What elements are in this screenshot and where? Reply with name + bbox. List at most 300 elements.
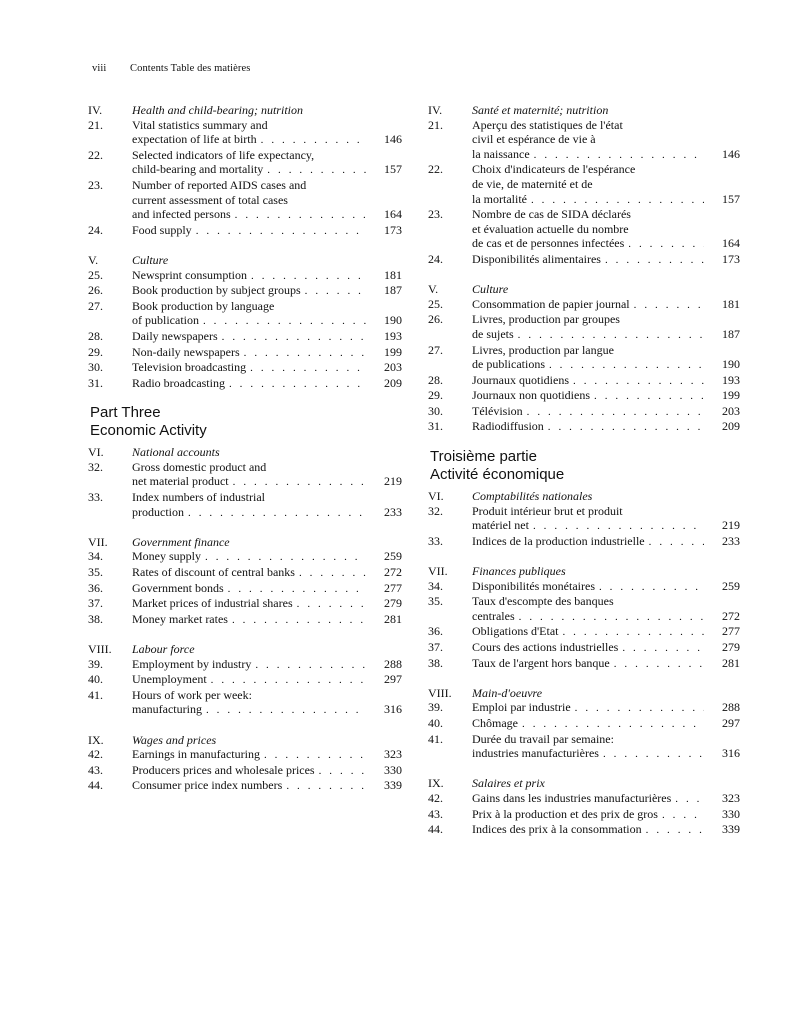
- entry-body: [132, 763, 402, 779]
- entry-body: [472, 716, 740, 732]
- toc-entry: [88, 376, 402, 392]
- running-title: Contents Table des matières: [130, 63, 251, 74]
- toc-entry: [88, 223, 402, 239]
- entry-body: [472, 504, 740, 534]
- entry-title-line: Unemployment: [132, 672, 207, 687]
- toc-groups: [88, 445, 402, 794]
- section-heading: [428, 282, 740, 297]
- entry-title-line: Emploi par industrie: [472, 700, 571, 715]
- entry-number: 41.: [88, 687, 103, 702]
- toc-section: [428, 686, 740, 762]
- entry-number: 21.: [428, 117, 443, 132]
- entry-title-line: child-bearing and mortality: [132, 162, 264, 177]
- toc-section: [428, 776, 740, 837]
- dot-leader: [575, 701, 704, 716]
- toc-entry: [428, 579, 740, 595]
- entry-number: 44.: [428, 822, 443, 837]
- entry-body: [472, 404, 740, 420]
- dot-leader: [534, 148, 704, 163]
- entry-title-line: current assessment of total cases: [132, 192, 288, 207]
- toc-entry: [88, 329, 402, 345]
- entry-number: 29.: [428, 388, 443, 403]
- dot-leader: [264, 748, 366, 763]
- toc-entry: [88, 763, 402, 779]
- entry-title-last-line: [472, 357, 740, 373]
- toc-entry: [428, 419, 740, 435]
- entry-title-last-line: [132, 132, 402, 148]
- entry-title-line: Index numbers of industrial: [132, 490, 265, 505]
- section-heading: [88, 445, 402, 460]
- entry-title-last-line: [472, 419, 740, 435]
- entry-number: 35.: [88, 565, 103, 580]
- entry-title-line: Vital statistics summary and: [132, 117, 268, 132]
- section-title: Government finance: [132, 534, 230, 549]
- entry-title-line: of publication: [132, 313, 199, 328]
- entry-body: [132, 581, 402, 597]
- page-reference: 173: [384, 222, 402, 237]
- entry-title-line: Indices de la production industrielle: [472, 533, 645, 548]
- entry-title-line: Disponibilités alimentaires: [472, 251, 601, 266]
- entry-body: [132, 549, 402, 565]
- toc-entry: [428, 297, 740, 313]
- entry-body: [132, 345, 402, 361]
- entry-title-last-line: [472, 656, 740, 672]
- section-number: VII.: [428, 564, 448, 579]
- toc-entry: [88, 657, 402, 673]
- entry-title-line: la naissance: [472, 146, 530, 161]
- entry-title-last-line: [132, 345, 402, 361]
- running-header: [92, 63, 250, 74]
- entry-number: 31.: [428, 419, 443, 434]
- entry-title-line: Hours of work per week:: [132, 687, 252, 702]
- entry-title-line: Food supply: [132, 222, 192, 237]
- toc-section: [88, 733, 402, 794]
- entry-body: [472, 252, 740, 268]
- toc-section: [88, 642, 402, 718]
- entry-title-last-line: [132, 549, 402, 565]
- dot-leader: [562, 625, 704, 640]
- part-heading-line2: Economic Activity: [90, 421, 207, 439]
- toc-entry: [88, 118, 402, 148]
- page-reference: 219: [384, 474, 402, 489]
- entry-body: [132, 565, 402, 581]
- section-heading: [88, 535, 402, 550]
- entry-title-line: Rates of discount of central banks: [132, 565, 295, 580]
- entry-title-line: net material product: [132, 474, 229, 489]
- section-title: Comptabilités nationales: [472, 489, 593, 504]
- page-reference: 297: [722, 715, 740, 730]
- entry-title-last-line: [132, 223, 402, 239]
- entry-title-line: Radio broadcasting: [132, 375, 225, 390]
- entry-title-line: Producers prices and wholesale prices: [132, 762, 315, 777]
- entry-title-line: de cas et de personnes infectées: [472, 236, 625, 251]
- toc-entry: [428, 404, 740, 420]
- entry-number: 32.: [88, 459, 103, 474]
- entry-title-line: Obligations d'Etat: [472, 624, 559, 639]
- page-reference: 330: [384, 762, 402, 777]
- entry-title-line: production: [132, 504, 184, 519]
- page-reference: 187: [384, 283, 402, 298]
- toc-entry: [88, 581, 402, 597]
- page-reference: 297: [384, 672, 402, 687]
- toc-entry: [428, 343, 740, 373]
- entry-number: 27.: [428, 342, 443, 357]
- french-toc-column: [428, 103, 740, 838]
- toc-groups: [428, 103, 740, 435]
- dot-leader: [211, 673, 366, 688]
- toc-section: [88, 445, 402, 520]
- entry-number: 30.: [88, 360, 103, 375]
- entry-body: [132, 688, 402, 718]
- entry-number: 37.: [428, 640, 443, 654]
- toc-entry: [88, 747, 402, 763]
- toc-entry: [428, 207, 740, 252]
- entry-title-line: Consommation de papier journal: [472, 296, 630, 311]
- entry-number: 43.: [88, 762, 103, 777]
- dot-leader: [649, 535, 704, 550]
- toc-entry: [88, 688, 402, 718]
- entry-title-last-line: [132, 283, 402, 299]
- section-number: VIII.: [428, 685, 452, 700]
- toc-entry: [88, 299, 402, 329]
- entry-title-line: Earnings in manufacturing: [132, 747, 260, 762]
- entry-number: 22.: [88, 147, 103, 162]
- entry-body: [472, 162, 740, 207]
- toc-entry: [88, 778, 402, 794]
- entry-number: 40.: [428, 715, 443, 730]
- page-reference: 233: [384, 504, 402, 519]
- entry-body: [132, 596, 402, 612]
- entry-title-line: industries manufacturières: [472, 746, 599, 761]
- entry-title-last-line: [472, 192, 740, 208]
- dot-leader: [527, 405, 704, 420]
- toc-entry: [88, 672, 402, 688]
- entry-title-line: Chômage: [472, 715, 518, 730]
- section-title: Salaires et prix: [472, 776, 545, 791]
- toc-entry: [428, 118, 740, 163]
- entry-title-last-line: [132, 596, 402, 612]
- toc-section: [88, 253, 402, 391]
- page-reference: 164: [722, 236, 740, 251]
- dot-leader: [675, 792, 704, 807]
- page-reference: 219: [722, 518, 740, 533]
- page-reference: 277: [722, 624, 740, 639]
- entry-body: [132, 283, 402, 299]
- entry-title-last-line: [132, 313, 402, 329]
- dot-leader: [518, 328, 704, 343]
- entry-number: 38.: [88, 611, 103, 626]
- entry-title-line: Prix à la production et des prix de gros: [472, 806, 658, 821]
- entry-body: [472, 297, 740, 313]
- entry-title-last-line: [132, 505, 402, 521]
- entry-body: [472, 822, 740, 838]
- entry-title-last-line: [472, 147, 740, 163]
- entry-title-last-line: [472, 624, 740, 640]
- dot-leader: [305, 284, 366, 299]
- entry-body: [132, 672, 402, 688]
- entry-body: [472, 594, 740, 624]
- dot-leader: [628, 237, 704, 252]
- dot-leader: [599, 580, 704, 595]
- entry-title-last-line: [472, 518, 740, 534]
- entry-title-line: Government bonds: [132, 580, 224, 595]
- section-number: VI.: [88, 445, 104, 460]
- page-reference: 323: [384, 747, 402, 762]
- entry-title-line: Journaux non quotidiens: [472, 388, 590, 403]
- section-number: VI.: [428, 489, 444, 504]
- entry-number: 34.: [428, 578, 443, 593]
- toc-entry: [88, 268, 402, 284]
- page-reference: 323: [722, 790, 740, 805]
- entry-number: 26.: [88, 283, 103, 298]
- toc-entry: [428, 807, 740, 823]
- page-reference: 288: [384, 656, 402, 671]
- page-reference: 277: [384, 580, 402, 595]
- entry-title-line: Consumer price index numbers: [132, 778, 283, 793]
- part-heading-line2: Activité économique: [430, 465, 565, 483]
- entry-title-last-line: [472, 236, 740, 252]
- entry-title-line: Book production by language: [132, 298, 275, 313]
- toc-entry: [88, 612, 402, 628]
- section-number: IV.: [428, 103, 443, 117]
- entry-body: [472, 419, 740, 435]
- entry-number: 31.: [88, 375, 103, 390]
- entry-title-last-line: [132, 565, 402, 581]
- page-reference: 181: [722, 296, 740, 311]
- page-reference: 288: [722, 700, 740, 715]
- toc-entry: [88, 360, 402, 376]
- section-number: V.: [88, 252, 99, 267]
- toc-entry: [428, 504, 740, 534]
- entry-title-last-line: [132, 162, 402, 178]
- page-reference: 157: [384, 162, 402, 177]
- dot-leader: [261, 133, 366, 148]
- page-reference: 146: [384, 132, 402, 147]
- entry-title-last-line: [472, 404, 740, 420]
- toc-section: [428, 282, 740, 435]
- entry-number: 42.: [88, 747, 103, 762]
- entry-title-last-line: [472, 791, 740, 807]
- entry-title-line: Book production by subject groups: [132, 283, 301, 298]
- entry-title-last-line: [472, 609, 740, 625]
- part-heading: [430, 448, 740, 483]
- section-title: Culture: [132, 252, 169, 267]
- english-toc-column: [88, 103, 402, 794]
- dot-leader: [267, 163, 366, 178]
- entry-number: 24.: [88, 222, 103, 237]
- entry-body: [472, 388, 740, 404]
- entry-title-line: de vie, de maternité et de: [472, 176, 593, 191]
- entry-title-last-line: [472, 716, 740, 732]
- page-reference: 330: [722, 806, 740, 821]
- dot-leader: [206, 703, 366, 718]
- entry-title-line: Number of reported AIDS cases and: [132, 177, 307, 192]
- dot-leader: [614, 657, 704, 672]
- dot-leader: [634, 298, 704, 313]
- toc-section: [88, 535, 402, 628]
- toc-groups: [428, 489, 740, 838]
- entry-body: [132, 490, 402, 520]
- dot-leader: [196, 224, 366, 239]
- entry-title-line: Selected indicators of life expectancy,: [132, 147, 315, 162]
- entry-title-line: Télévision: [472, 403, 523, 418]
- entry-body: [472, 624, 740, 640]
- page-reference: 339: [722, 822, 740, 837]
- page-reference: 259: [384, 549, 402, 564]
- entry-body: [132, 268, 402, 284]
- entry-body: [472, 700, 740, 716]
- toc-entry: [428, 716, 740, 732]
- section-title: Finances publiques: [472, 564, 566, 579]
- entry-title-line: Livres, production par groupes: [472, 312, 620, 327]
- entry-number: 28.: [88, 328, 103, 343]
- entry-number: 25.: [88, 267, 103, 282]
- dot-leader: [531, 193, 704, 208]
- section-title: Wages and prices: [132, 732, 217, 747]
- entry-number: 33.: [428, 533, 443, 548]
- entry-body: [472, 791, 740, 807]
- entry-number: 28.: [428, 372, 443, 387]
- entry-body: [132, 657, 402, 673]
- entry-body: [132, 376, 402, 392]
- entry-body: [472, 807, 740, 823]
- entry-title-last-line: [472, 327, 740, 343]
- entry-body: [132, 118, 402, 148]
- entry-title-line: expectation of life at birth: [132, 132, 257, 147]
- entry-title-last-line: [132, 207, 402, 223]
- entry-title-line: Journaux quotidiens: [472, 372, 569, 387]
- toc-entry: [88, 460, 402, 490]
- entry-title-line: Aperçu des statistiques de l'état: [472, 117, 623, 132]
- section-heading: [88, 642, 402, 657]
- entry-number: 27.: [88, 298, 103, 313]
- toc-entry: [428, 700, 740, 716]
- entry-number: 40.: [88, 672, 103, 687]
- page-reference: 272: [722, 608, 740, 623]
- toc-entry: [88, 549, 402, 565]
- toc-entry: [428, 252, 740, 268]
- page-reference: 281: [384, 611, 402, 626]
- entry-number: 41.: [428, 731, 443, 746]
- entry-title-line: Market prices of industrial shares: [132, 596, 293, 611]
- dot-leader: [622, 641, 704, 656]
- dot-leader: [519, 610, 704, 625]
- section-number: V.: [428, 282, 439, 297]
- page-reference: 190: [384, 313, 402, 328]
- entry-body: [472, 534, 740, 550]
- entry-title-line: Newsprint consumption: [132, 267, 247, 282]
- page-reference: 233: [722, 533, 740, 548]
- dot-leader: [594, 389, 704, 404]
- entry-number: 44.: [88, 778, 103, 793]
- page-reference: 193: [722, 372, 740, 387]
- dot-leader: [646, 823, 704, 838]
- entry-number: 32.: [428, 503, 443, 518]
- entry-body: [472, 656, 740, 672]
- entry-title-last-line: [472, 640, 740, 656]
- entry-title-line: matériel net: [472, 518, 529, 533]
- entry-title-line: Taux d'escompte des banques: [472, 594, 614, 609]
- dot-leader: [319, 764, 366, 779]
- page-reference: 199: [384, 344, 402, 359]
- page-reference: 316: [384, 702, 402, 717]
- entry-title-line: Gains dans les industries manufacturières: [472, 790, 672, 805]
- entry-title-line: la mortalité: [472, 191, 527, 206]
- entry-title-line: and infected persons: [132, 207, 231, 222]
- page-reference: 279: [384, 596, 402, 611]
- entry-title-line: et évaluation actuelle du nombre: [472, 221, 629, 236]
- entry-number: 36.: [88, 580, 103, 595]
- section-heading: [88, 253, 402, 268]
- entry-title-last-line: [472, 807, 740, 823]
- entry-title-last-line: [472, 579, 740, 595]
- entry-title-last-line: [132, 376, 402, 392]
- entry-title-line: Taux de l'argent hors banque: [472, 655, 610, 670]
- entry-body: [132, 329, 402, 345]
- dot-leader: [662, 808, 704, 823]
- entry-title-line: de publications: [472, 357, 545, 372]
- entry-number: 22.: [428, 162, 443, 177]
- toc-entry: [88, 148, 402, 178]
- dot-leader: [548, 420, 704, 435]
- entry-number: 38.: [428, 655, 443, 670]
- section-heading: [428, 103, 740, 118]
- section-heading: [428, 776, 740, 791]
- dot-leader: [244, 346, 366, 361]
- dot-leader: [605, 253, 704, 268]
- entry-title-line: de sujets: [472, 326, 514, 341]
- dot-leader: [255, 658, 366, 673]
- entry-number: 25.: [428, 296, 443, 311]
- section-heading: [88, 733, 402, 748]
- dot-leader: [549, 358, 704, 373]
- toc-entry: [428, 624, 740, 640]
- toc-entry: [88, 178, 402, 223]
- entry-title-last-line: [132, 778, 402, 794]
- page-reference: 259: [722, 578, 740, 593]
- dot-leader: [233, 475, 366, 490]
- entry-title-last-line: [132, 360, 402, 376]
- toc-entry: [428, 791, 740, 807]
- part-heading: [90, 404, 402, 439]
- section-title: Main-d'oeuvre: [472, 685, 543, 700]
- entry-number: 33.: [88, 490, 103, 505]
- entry-title-last-line: [472, 822, 740, 838]
- entry-title-last-line: [132, 612, 402, 628]
- toc-section: [428, 103, 740, 268]
- entry-title-line: Gross domestic product and: [132, 459, 267, 474]
- entry-body: [472, 640, 740, 656]
- entry-title-line: manufacturing: [132, 702, 202, 717]
- dot-leader: [205, 550, 366, 565]
- entry-title-last-line: [132, 581, 402, 597]
- entry-title-last-line: [132, 702, 402, 718]
- toc-entry: [428, 373, 740, 389]
- page-reference: 209: [722, 419, 740, 434]
- entry-body: [132, 360, 402, 376]
- dot-leader: [573, 374, 704, 389]
- dot-leader: [286, 779, 366, 794]
- page-reference: 279: [722, 640, 740, 654]
- entry-title-line: Employment by industry: [132, 656, 252, 671]
- toc-section: [428, 489, 740, 549]
- toc-entry: [88, 490, 402, 520]
- entry-title-last-line: [132, 474, 402, 490]
- toc-groups: [88, 103, 402, 391]
- entry-body: [132, 178, 402, 223]
- section-title: National accounts: [132, 445, 220, 460]
- page-number: viii: [92, 63, 107, 74]
